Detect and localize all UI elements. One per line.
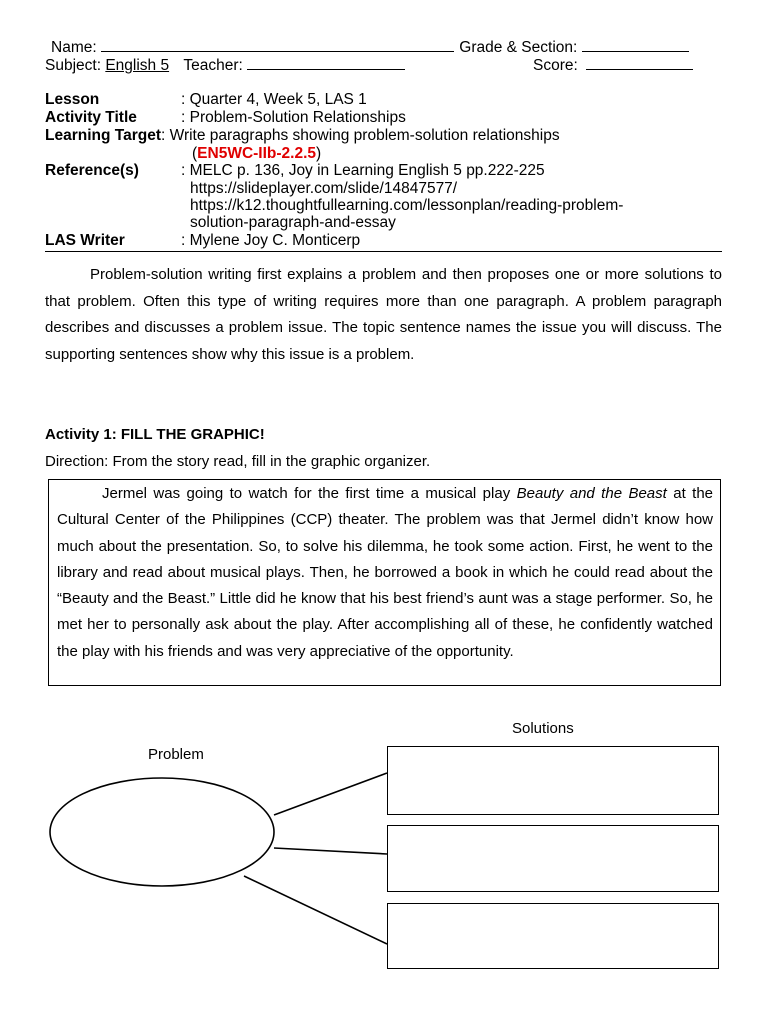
las-writer-label: LAS Writer <box>45 232 125 249</box>
problem-label: Problem <box>148 746 204 763</box>
connector-line <box>274 848 387 854</box>
connector-line <box>244 876 387 944</box>
score-row <box>533 56 693 75</box>
story-box <box>48 479 721 686</box>
target-code-row <box>192 145 321 163</box>
target-code-close: ) <box>316 145 322 162</box>
subject-row <box>45 56 405 75</box>
intro-paragraph: Problem-solution writing first explains a problem and then proposes one or more solutions to that problem. Often this type of writing requires more than one paragraph. A problem paragraph describes and discusses a problem issue. The topic sentence names the issue you will discuss. The supporting sentences show why this issue is a problem. <box>45 266 722 363</box>
name-field[interactable] <box>101 38 454 52</box>
grade-section-label: Grade & Section: <box>459 39 578 56</box>
reference-item: https://k12.thoughtfullearning.com/lessonplan/reading-problem- <box>190 197 624 214</box>
learning-target-value: : Write paragraphs showing problem-solution relationships <box>160 127 560 144</box>
activity-title-value: : Problem-Solution Relationships <box>181 109 406 126</box>
learning-target-row <box>45 127 560 145</box>
target-code-open: ( <box>192 145 198 162</box>
reference-item: https://slideplayer.com/slide/14847577/ <box>190 180 458 197</box>
score-field[interactable] <box>586 56 693 70</box>
story-text-part: Jermel was going to watch for the first time a musical play <box>102 485 517 502</box>
header-divider <box>45 251 722 252</box>
reference-item: solution-paragraph-and-essay <box>190 214 396 231</box>
las-writer-value: : Mylene Joy C. Monticerp <box>181 232 361 249</box>
subject-value: English 5 <box>105 57 170 74</box>
solution-box-1[interactable] <box>387 746 719 815</box>
activity-heading: Activity 1: FILL THE GRAPHIC! <box>45 426 265 443</box>
lesson-value: : Quarter 4, Week 5, LAS 1 <box>181 91 367 108</box>
reference-item: : MELC p. 136, Joy in Learning English 5 pp.222-225 <box>181 162 545 179</box>
learning-target-label: Learning Target <box>45 127 161 144</box>
teacher-label: Teacher: <box>183 57 243 74</box>
target-code: EN5WC-IIb-2.2.5 <box>197 145 317 162</box>
story-play-title: Beauty and the Beast <box>516 485 667 502</box>
name-label: Name: <box>51 39 97 56</box>
solution-box-3[interactable] <box>387 903 719 969</box>
story-text-part: at the Cultural Center of the Philippines (CCP) theater. The problem was that Jermel didn’t know how much about the presentation. So, to solve his dilemma, he took some action. First, he went to the library and read about musical plays. Then, he borrowed a book in which he could read about the “Beauty and the Beast.” Little did he know that his best friend’s aunt was a stage performer. So, he met her to personally ask about the play. After accomplishing all of these, he confidently watched the play with his friends and was very appreciative of the opportunity. <box>57 485 714 660</box>
solutions-label: Solutions <box>512 720 574 737</box>
score-label: Score: <box>533 57 578 74</box>
teacher-field[interactable] <box>247 56 405 70</box>
grade-section-field[interactable] <box>582 38 689 52</box>
problem-ellipse[interactable] <box>50 778 274 886</box>
lesson-label: Lesson <box>45 91 100 108</box>
story-text <box>57 480 713 665</box>
solution-box-2[interactable] <box>387 825 719 892</box>
references-label: Reference(s) <box>45 162 139 179</box>
connector-line <box>274 773 387 815</box>
activity-title-label: Activity Title <box>45 109 137 126</box>
activity-direction: Direction: From the story read, fill in the graphic organizer. <box>45 453 431 470</box>
subject-label: Subject: <box>45 57 102 74</box>
name-row <box>51 38 689 57</box>
